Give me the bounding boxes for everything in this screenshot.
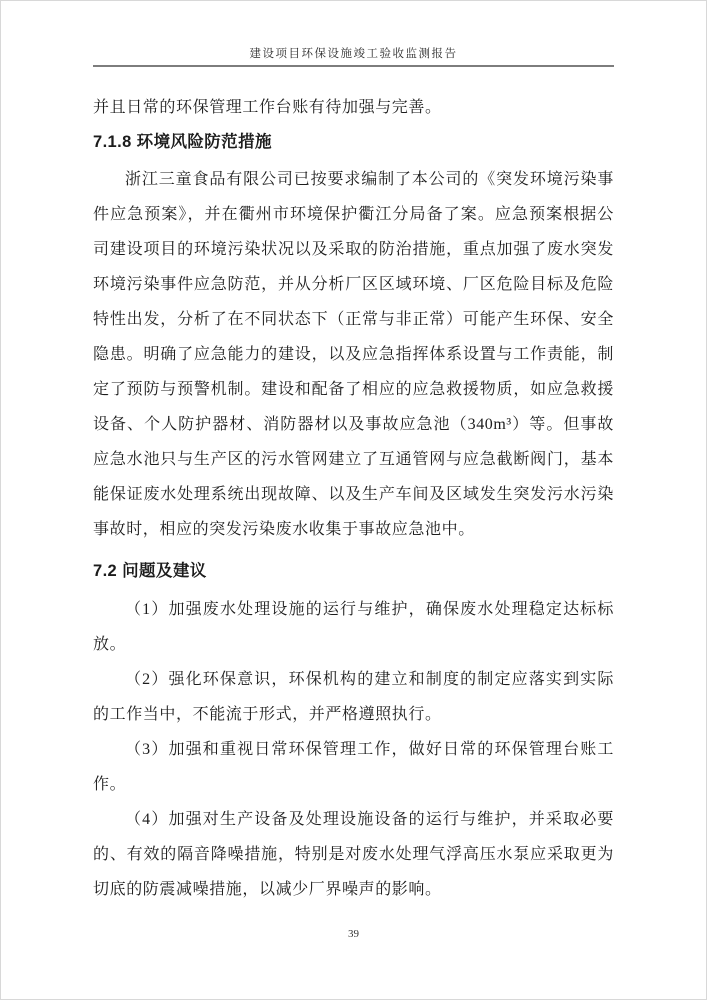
page-header xyxy=(93,0,614,67)
suggestion-item-2: （2）强化环保意识，环保机构的建立和制度的制定应落实到实际的工作当中，不能流于形式，并严格遵照执行。 xyxy=(93,671,614,723)
section-718-paragraph: 浙江三童食品有限公司已按要求编制了本公司的《突发环境污染事件应急预案》，并在衢州市环境保护衢江分局备了案。应急预案根据公司建设项目的环境污染状况以及采取的防治措施，重点加强了废水突发环境污染事件应急防范，并从分析厂区区域环境、厂区危险目标及危险特性出发，分析了在不同状态下（正常与非正常）可能产生环保、安全隐患。明确了应急能力的建设，以及应急指挥体系设置与工作责能，制定了预防与预警机制。建设和配备了相应的应急救援物质，如应急救援设备、个人防护器材、消防器材以及事故应急池（340m³）等。但事故应急水池只与生产区的污水管网建立了互通管网与应急截断阀门，基本能保证废水处理系统出现故障、以及生产车间及区域发生突发污水污染事故时，相应的突发污染废水收集于事故应急池中。 xyxy=(93,171,614,538)
header-title: 建设项目环保设施竣工验收监测报告 xyxy=(249,48,458,60)
suggestion-item-3: （3）加强和重视日常环保管理工作，做好日常的环保管理台账工作。 xyxy=(93,741,614,793)
section-heading-72: 7.2 问题及建议 xyxy=(93,562,207,580)
suggestion-item-4: （4）加强对生产设备及处理设施设备的运行与维护，并采取必要的、有效的隔音降噪措施，特别是对废水处理气浮高压水泵应采取更为切底的防震减噪措施，以减少厂界噪声的影响。 xyxy=(93,811,614,898)
intro-paragraph: 并且日常的环保管理工作台账有待加强与完善。 xyxy=(93,99,442,116)
suggestion-item-1: （1）加强废水处理设施的运行与维护，确保废水处理稳定达标标放。 xyxy=(93,601,614,653)
page-number: 39 xyxy=(348,928,359,940)
suggestions-list xyxy=(93,592,614,907)
page-content xyxy=(93,90,614,907)
section-heading-718: 7.1.8 环境风险防范措施 xyxy=(93,133,272,151)
page-footer xyxy=(0,928,707,1000)
